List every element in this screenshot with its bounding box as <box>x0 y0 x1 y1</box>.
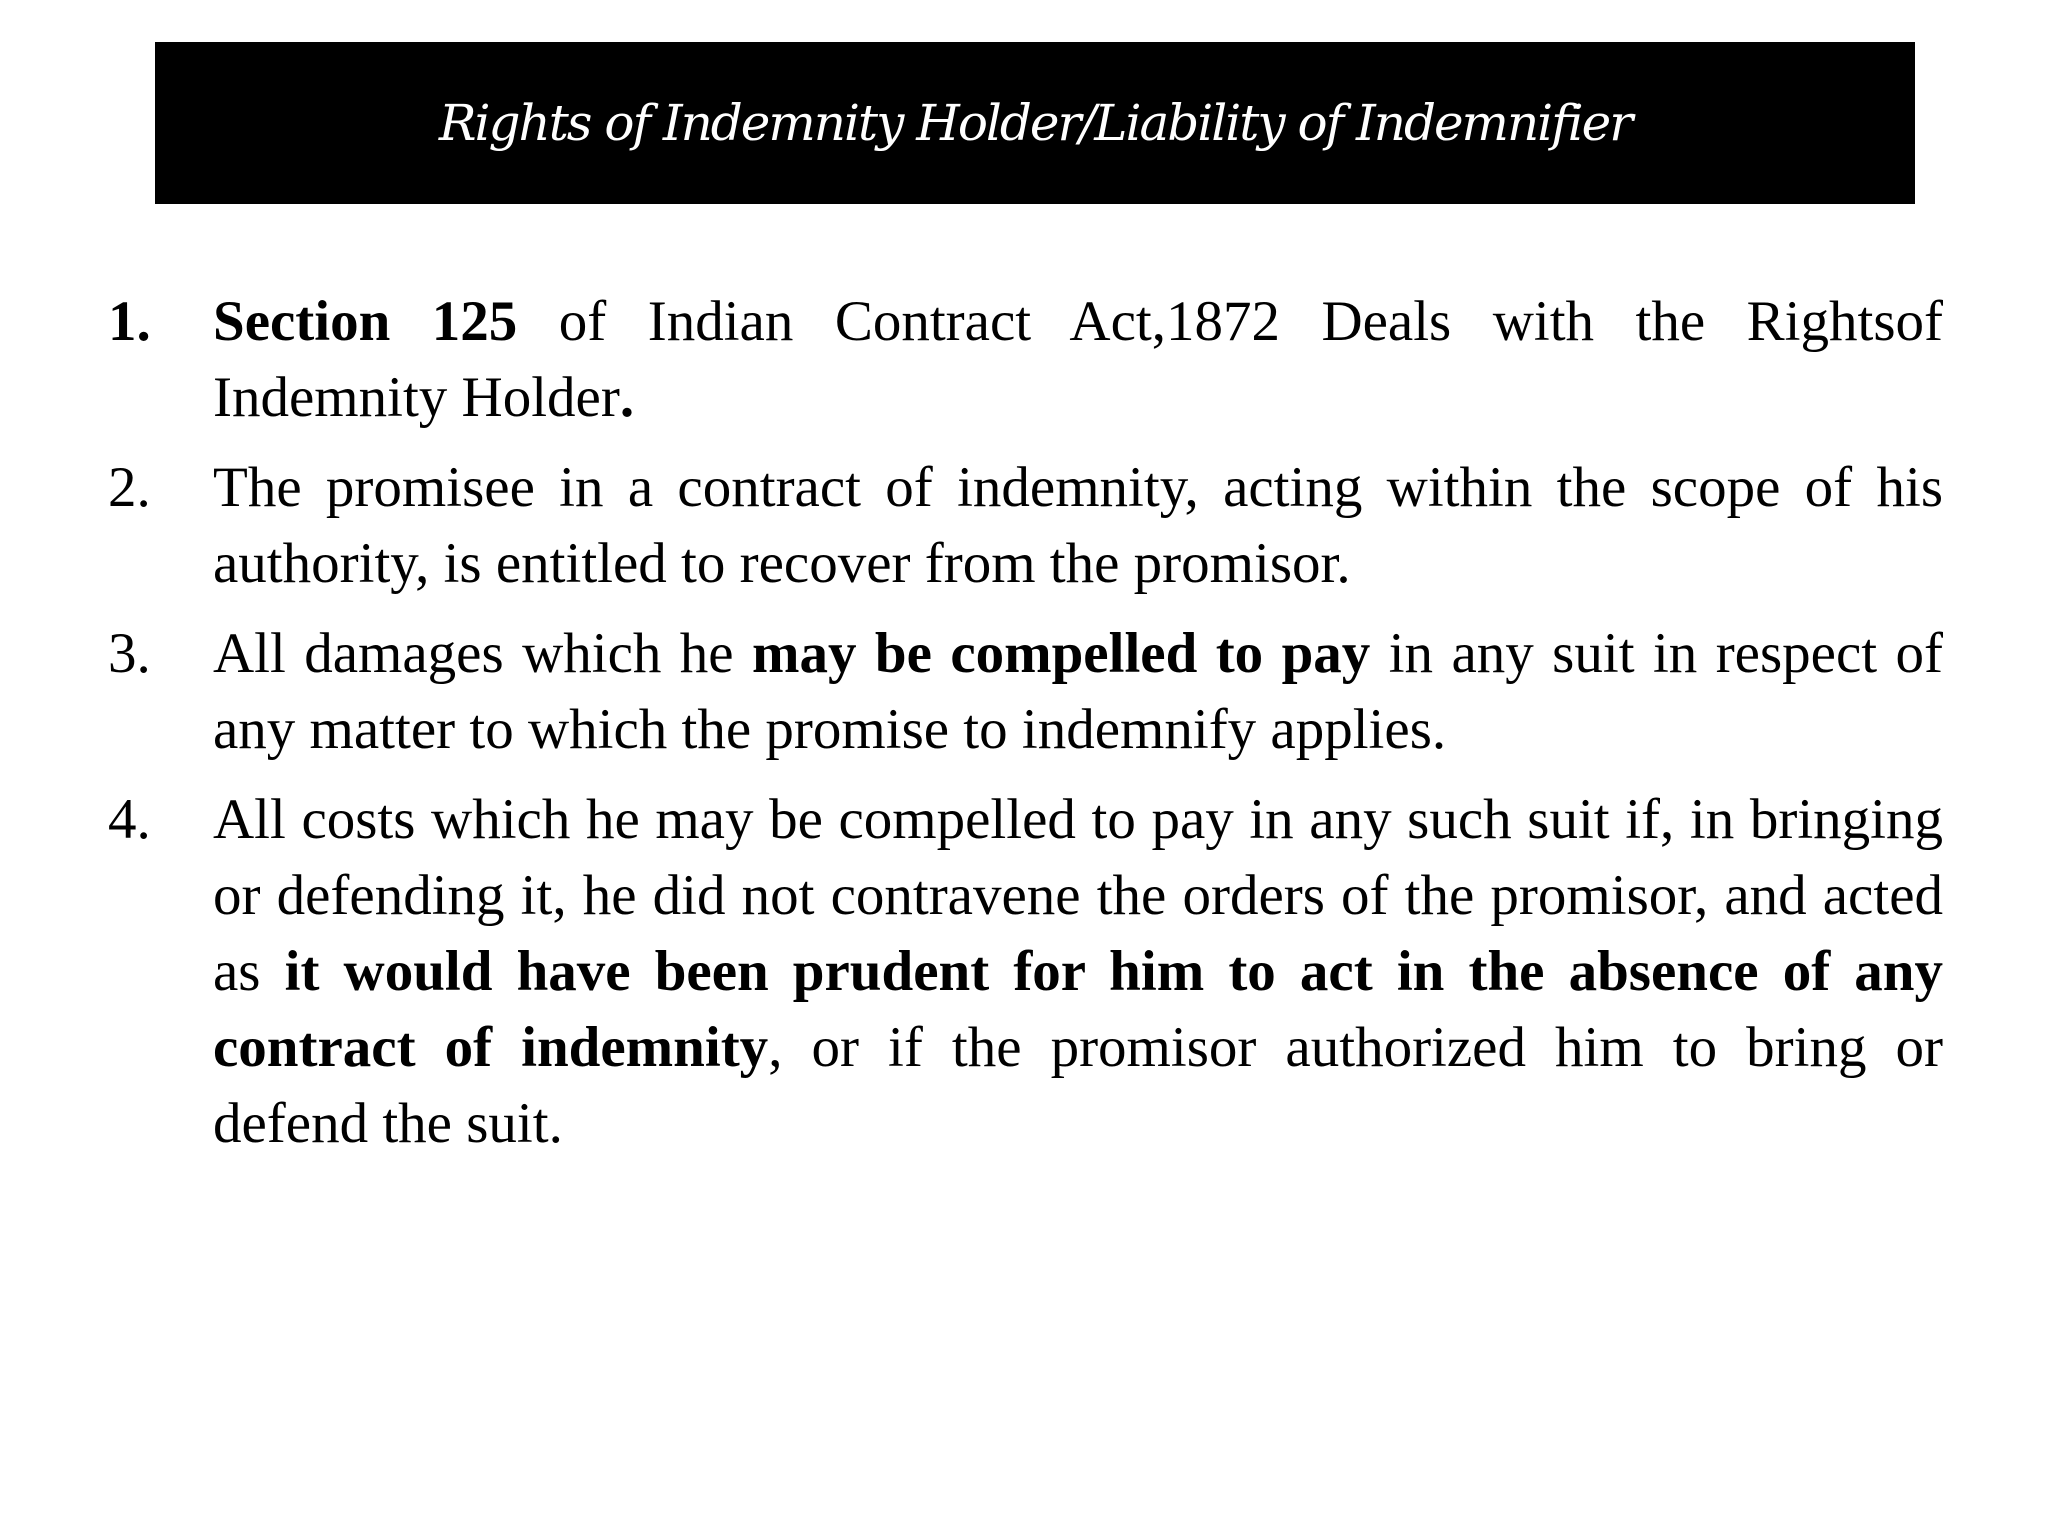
list-item-text: in any suit in respect of any matter to which the promise to indemnify applies. <box>213 622 1943 761</box>
list-item-number: 4. <box>108 788 151 851</box>
list-item <box>108 782 1943 1162</box>
list-item-number: 2. <box>108 456 151 519</box>
list-item-text: All costs which he may be compelled to pay in any such suit if, in bringing or defending it, he did not contravene the orders of the promisor, and acted as <box>213 788 1943 1003</box>
list-item <box>108 284 1943 436</box>
list-item-text: The promisee in a contract of indemnity, acting within the scope of his authority, is entitled to recover from the promisor. <box>213 456 1943 595</box>
list-item-text-bold: Section 125 <box>213 290 518 353</box>
slide-body <box>108 284 1943 1176</box>
list-item-number: 1. <box>108 290 151 353</box>
slide-title-bar <box>155 42 1915 204</box>
list-item-text: of Indian Contract Act,1872 Deals with the Rightsof Indemnity Holder <box>213 290 1943 429</box>
list-item-text: All damages which he <box>213 622 753 685</box>
list-item-text-bold: it would have been prudent for him to act in the absence of any contract of indemnity <box>213 940 1943 1079</box>
list-item-number: 3. <box>108 622 151 685</box>
slide-title: Rights of Indemnity Holder/Liability of Indemnifier <box>438 94 1632 152</box>
list-item-text-bold: may be compelled to pay <box>752 622 1371 685</box>
list-item-text-bold: . <box>619 366 635 429</box>
list-item <box>108 450 1943 602</box>
list-item <box>108 616 1943 768</box>
list-item-text: , or if the promisor authorized him to bring or defend the suit. <box>213 1016 1943 1155</box>
